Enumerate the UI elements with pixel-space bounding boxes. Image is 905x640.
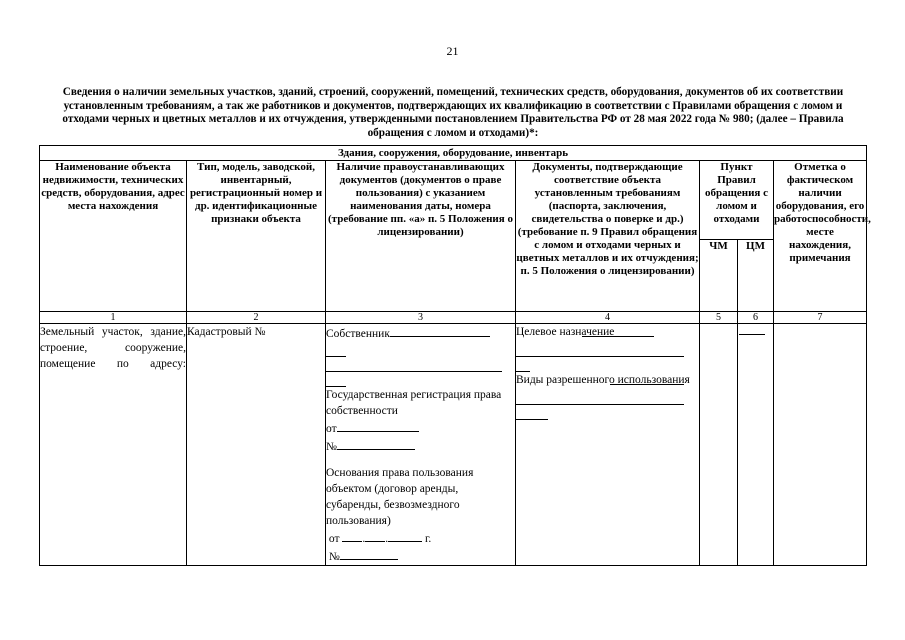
registration-date-field[interactable] — [337, 419, 419, 432]
ferrous-cell[interactable] — [700, 324, 738, 566]
header-nonferrous: ЦМ — [738, 240, 774, 312]
column-number: 5 — [700, 312, 738, 324]
object-address-cell — [40, 324, 187, 566]
document-title: Сведения о наличии земельных участков, зданий, строений, сооружений, помещений, технических средств, оборудования, документов об их соответствии установленным требованиям, а так же работников и документов, подтверждающих их квалификацию в соответствии с Правилами обращения с ломом и отходами черных и цветных металлов и их отчуждения, утвержденными постановлением Правительства РФ от 28 мая 2022 года № 980; (далее – Правила обращения с ломом и отходами)*: — [62, 86, 844, 139]
owner-field[interactable] — [390, 324, 490, 337]
registration-date-label: от — [326, 423, 337, 435]
header-ferrous: ЧМ — [700, 240, 738, 312]
purpose-field-line[interactable] — [516, 342, 684, 357]
header-actual-presence: Отметка о фактическом наличии оборудования, его работоспособности, месте нахождения, примечания — [774, 161, 867, 312]
owner-label: Собственник — [326, 328, 390, 340]
owner-field-line[interactable] — [326, 342, 346, 357]
usage-date-month[interactable] — [365, 529, 385, 542]
header-object-name: Наименование объекта недвижимости, технических средств, оборудования, адрес места нахождения — [40, 161, 187, 312]
facilities-table — [39, 145, 871, 566]
band-heading: Здания, сооружения, оборудование, инвентарь — [40, 146, 867, 161]
cadastral-label: Кадастровый № — [187, 326, 266, 338]
header-rules-clause: Пункт Правил обращения с ломом и отходами — [700, 161, 774, 240]
title-documents-cell — [326, 324, 516, 566]
column-number: 2 — [187, 312, 326, 324]
table-header-row — [40, 161, 867, 240]
permitted-use-label: Виды разрешенного использования — [516, 374, 690, 386]
column-number: 6 — [738, 312, 774, 324]
permitted-use-field-line[interactable] — [516, 390, 684, 405]
permitted-use-field[interactable] — [610, 372, 684, 385]
usage-basis-label: Основания права пользования объектом (договор аренды, субаренды, безвозмездного пользования) — [326, 467, 474, 527]
usage-date-day[interactable] — [342, 529, 362, 542]
date-separator: . — [385, 533, 389, 545]
usage-date-label: от — [328, 533, 340, 545]
column-number: 7 — [774, 312, 867, 324]
owner-field-line[interactable] — [326, 372, 346, 387]
header-title-documents: Наличие правоустанавливающих документов (документов о праве пользования) с указанием наименования даты, номера (требование пп. «а» п. 5 Положения о лицензировании) — [326, 161, 516, 312]
table-band-row — [40, 146, 867, 161]
date-separator: . — [362, 533, 366, 545]
permitted-use-field-line[interactable] — [516, 405, 548, 420]
page-number: 21 — [446, 44, 459, 58]
header-type-model: Тип, модель, заводской, инвентарный, регистрационный номер и др. идентификационные признаки объекта — [187, 161, 326, 312]
actual-presence-cell[interactable] — [774, 324, 867, 566]
usage-number-label: № — [328, 551, 340, 563]
column-number: 4 — [516, 312, 700, 324]
nonferrous-cell[interactable] — [738, 324, 774, 566]
header-compliance-documents: Документы, подтверждающие соответствие объекта установленным требованиям (паспорта, заключения, свидетельства о поверке и др.) (требование п. 9 Правил обращения с ломом и отходами черных и цветных металлов и их отчуждения; п. 5 Положения о лицензировании) — [516, 161, 700, 312]
registration-number-field[interactable] — [337, 437, 415, 450]
owner-field-line[interactable] — [326, 357, 502, 372]
purpose-field-line[interactable] — [516, 357, 530, 372]
usage-number-field[interactable] — [340, 547, 398, 560]
column-number: 3 — [326, 312, 516, 324]
nonferrous-field-line[interactable] — [739, 324, 765, 335]
column-number: 1 — [40, 312, 187, 324]
object-address-text: Земельный участок, здание, строение, сооружение, помещение по адресу: — [40, 326, 186, 370]
year-suffix: г. — [425, 533, 432, 545]
cadastral-cell — [187, 324, 326, 566]
compliance-documents-cell — [516, 324, 700, 566]
purpose-label: Целевое назначение — [516, 326, 615, 338]
purpose-field[interactable] — [582, 324, 654, 337]
column-number-row — [40, 312, 867, 324]
registration-number-label: № — [326, 441, 337, 453]
usage-date-year[interactable] — [388, 529, 422, 542]
table-row — [40, 324, 867, 566]
registration-label: Государственная регистрация права собственности — [326, 389, 502, 417]
